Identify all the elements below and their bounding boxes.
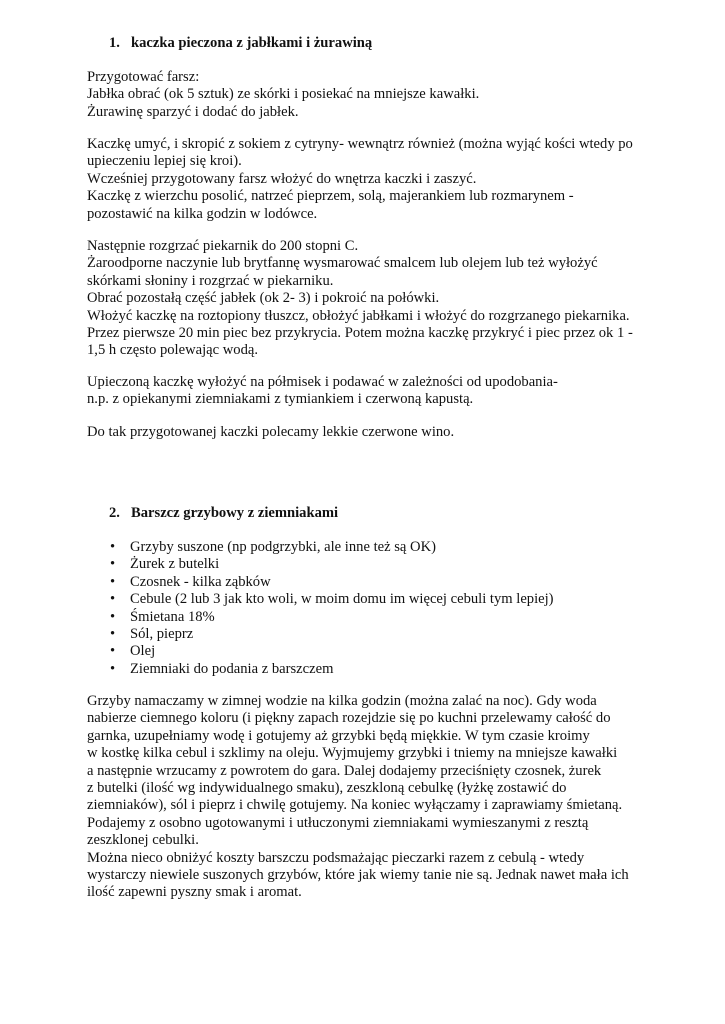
bullet-icon: • (110, 573, 116, 590)
ingredient-text: Grzyby suszone (np podgrzybki, ale inne też są OK) (130, 539, 436, 555)
text-line: Wcześniej przygotowany farsz włożyć do wnętrza kaczki i zaszyć. (87, 170, 477, 187)
text-line: n.p. z opiekanymi ziemniakami z tymiankiem i czerwoną kapustą. (87, 391, 474, 408)
text-line: skórkami słoniny i rozgrzać w piekarniku. (87, 272, 334, 289)
text-line: w kostkę kilka cebul i szklimy na oleju. Wyjmujemy grzybki i tniemy na mniejsze kawałki (87, 745, 618, 762)
ingredient-text: Żurek z butelki (130, 556, 220, 573)
text-line: Grzyby namaczamy w zimnej wodzie na kilka godzin (można zalać na noc). Gdy woda (87, 693, 597, 709)
text-line: upieczeniu lepiej się kroi). (87, 153, 242, 170)
text-line: zeszklonej cebulki. (87, 832, 199, 849)
text-line: Upieczoną kaczkę wyłożyć na półmisek i podawać w zależności od upodobania- (87, 374, 558, 390)
ingredient-text: Czosnek - kilka ząbków (130, 573, 271, 590)
list-item (110, 591, 554, 608)
list-item (110, 574, 554, 591)
list-item (110, 539, 554, 556)
bullet-icon: • (110, 556, 116, 573)
bullet-icon: • (110, 608, 116, 625)
text-line: Przez pierwsze 20 min piec bez przykrycia. Potem można kaczkę przykryć i piec przez ok 1 - (87, 325, 633, 342)
ingredient-text: Ziemniaki do podania z barszczem (130, 660, 334, 677)
list-item (110, 643, 554, 660)
bullet-icon: • (110, 539, 116, 555)
recipe-2-number: 2. (109, 505, 120, 521)
bullet-icon: • (110, 643, 116, 660)
text-line: Włożyć kaczkę na roztopiony tłuszcz, obłożyć jabłkami i włożyć do rozgrzanego piekarnika. (87, 307, 630, 324)
ingredient-text: Olej (130, 643, 156, 660)
recipe-1-paragraph-wine (87, 424, 687, 441)
recipe-2-method (87, 693, 687, 902)
recipe-1-paragraph-prep (87, 69, 687, 121)
recipe-2-title: Barszcz grzybowy z ziemniakami (131, 505, 339, 521)
bullet-icon: • (110, 625, 116, 642)
text-line: Żaroodporne naczynie lub brytfannę wysmarować smalcem lub olejem lub też wyłożyć (87, 255, 598, 272)
text-line: Obrać pozostałą część jabłek (ok 2- 3) i pokroić na połówki. (87, 290, 440, 307)
ingredient-text: Cebule (2 lub 3 jak kto woli, w moim domu im więcej cebuli tym lepiej) (130, 591, 554, 608)
text-line: ziemniaków), sól i pieprz i chwilę gotujemy. Na koniec wyłączamy i zaprawiamy śmietaną. (87, 797, 623, 814)
text-line: wystarczy niewiele suszonych grzybów, które jak wiemy tanie nie są. Jednak nawet mała ich (87, 867, 629, 884)
text-line: Można nieco obniżyć koszty barszczu podsmażając pieczarki razem z cebulą - wtedy (87, 849, 585, 866)
text-line: a następnie wrzucamy z powrotem do gara. Dalej dodajemy przeciśnięty czosnek, żurek (87, 762, 602, 779)
text-line: nabierze ciemnego koloru (i piękny zapach rozejdzie się po kuchni przelewamy całość do (87, 710, 611, 727)
text-line: Podajemy z osobno ugotowanymi i utłuczonymi ziemniakami wymieszanymi z resztą (87, 814, 589, 831)
ingredient-text: Śmietana 18% (130, 608, 215, 625)
bullet-icon: • (110, 591, 116, 608)
list-item (110, 556, 554, 573)
text-line: Żurawinę sparzyć i dodać do jabłek. (87, 103, 299, 120)
recipe-1-paragraph-baking (87, 238, 687, 360)
text-line: Kaczkę umyć, i skropić z sokiem z cytryny- wewnątrz również (można wyjąć kości wtedy po (87, 136, 633, 152)
text-line: Jabłka obrać (ok 5 sztuk) ze skórki i posiekać na mniejsze kawałki. (87, 86, 480, 103)
recipe-1-number: 1. (109, 35, 120, 51)
text-line: Następnie rozgrzać piekarnik do 200 stopni C. (87, 238, 359, 254)
text-line: Do tak przygotowanej kaczki polecamy lekkie czerwone wino. (87, 424, 455, 440)
bullet-icon: • (110, 660, 116, 677)
text-line: pozostawić na kilka godzin w lodówce. (87, 205, 318, 222)
list-item (110, 661, 554, 678)
recipe-1-title: kaczka pieczona z jabłkami i żurawiną (131, 35, 373, 51)
text-line: ilość zapewni pyszny smak i aromat. (87, 884, 302, 901)
ingredient-text: Sól, pieprz (130, 625, 194, 642)
text-line: 1,5 h często polewając wodą. (87, 342, 259, 359)
text-line: Kaczkę z wierzchu posolić, natrzeć pieprzem, solą, majerankiem lub rozmarynem - (87, 188, 574, 205)
text-line: Przygotować farsz: (87, 69, 200, 85)
text-line: z butelki (ilość wg indywidualnego smaku), zeszkloną cebulkę (łyżkę zostawić do (87, 780, 567, 797)
ingredients-list (110, 539, 554, 678)
recipe-1-paragraph-serving (87, 374, 687, 409)
text-line: garnka, uzupełniamy wodę i gotujemy aż grzybki będą miękkie. W tym czasie kroimy (87, 727, 590, 744)
list-item (110, 626, 554, 643)
recipe-1-paragraph-duck (87, 136, 687, 223)
list-item (110, 609, 554, 626)
